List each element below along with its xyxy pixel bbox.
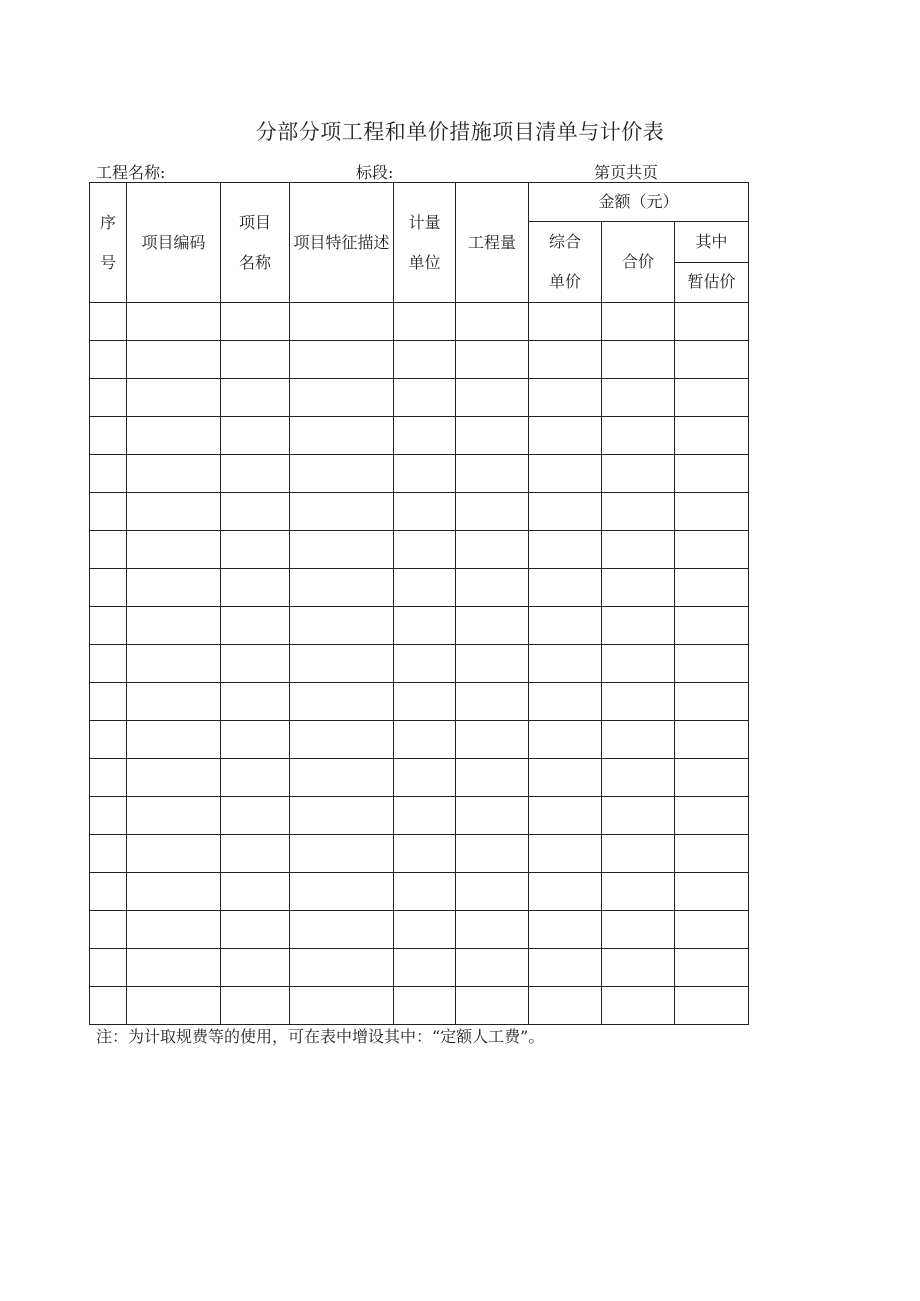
- table-cell: [394, 873, 456, 911]
- table-cell: [394, 987, 456, 1025]
- table-row: [90, 569, 749, 607]
- table-cell: [127, 835, 221, 873]
- table-cell: [221, 341, 290, 379]
- table-cell: [290, 683, 394, 721]
- table-cell: [602, 911, 675, 949]
- table-cell: [221, 531, 290, 569]
- table-cell: [675, 759, 749, 797]
- table-cell: [90, 949, 127, 987]
- table-cell: [529, 987, 602, 1025]
- table-cell: [127, 911, 221, 949]
- table-cell: [529, 531, 602, 569]
- table-cell: [127, 683, 221, 721]
- table-cell: [529, 607, 602, 645]
- table-cell: [394, 721, 456, 759]
- table-cell: [602, 379, 675, 417]
- table-cell: [290, 379, 394, 417]
- table-cell: [127, 873, 221, 911]
- table-cell: [90, 455, 127, 493]
- header-row-1: [90, 183, 749, 222]
- table-cell: [394, 531, 456, 569]
- table-cell: [290, 987, 394, 1025]
- table-row: [90, 949, 749, 987]
- table-cell: [90, 759, 127, 797]
- table-row: [90, 721, 749, 759]
- table-cell: [529, 569, 602, 607]
- table-cell: [675, 341, 749, 379]
- table-cell: [127, 721, 221, 759]
- table-row: [90, 455, 749, 493]
- table-cell: [127, 949, 221, 987]
- table-cell: [127, 607, 221, 645]
- table-cell: [529, 873, 602, 911]
- table-cell: [394, 341, 456, 379]
- page-counter-label: 第页共页: [594, 163, 659, 182]
- table-cell: [675, 911, 749, 949]
- table-cell: [456, 873, 529, 911]
- table-cell: [602, 683, 675, 721]
- table-cell: [90, 721, 127, 759]
- table-row: [90, 493, 749, 531]
- table-cell: [290, 759, 394, 797]
- table-cell: [290, 911, 394, 949]
- table-cell: [90, 683, 127, 721]
- table-cell: [127, 417, 221, 455]
- table-cell: [456, 569, 529, 607]
- table-cell: [394, 645, 456, 683]
- header-seq: 序号: [90, 183, 127, 303]
- table-cell: [221, 797, 290, 835]
- table-cell: [602, 645, 675, 683]
- table-cell: [90, 987, 127, 1025]
- table-row: [90, 987, 749, 1025]
- table-cell: [675, 607, 749, 645]
- table-cell: [290, 417, 394, 455]
- table-cell: [675, 683, 749, 721]
- header-amount: 金额（元）: [529, 183, 749, 222]
- table-cell: [529, 493, 602, 531]
- table-cell: [675, 417, 749, 455]
- table-cell: [456, 607, 529, 645]
- table-cell: [221, 303, 290, 341]
- header-total: 合价: [602, 222, 675, 303]
- table-cell: [675, 835, 749, 873]
- table-cell: [127, 759, 221, 797]
- header-unit: 计量单位: [394, 183, 456, 303]
- table-cell: [394, 379, 456, 417]
- table-cell: [602, 607, 675, 645]
- table-cell: [90, 569, 127, 607]
- table-cell: [127, 987, 221, 1025]
- table-cell: [529, 759, 602, 797]
- table-cell: [529, 797, 602, 835]
- table-cell: [290, 607, 394, 645]
- table-cell: [529, 303, 602, 341]
- table-cell: [456, 379, 529, 417]
- table-cell: [602, 759, 675, 797]
- table-cell: [394, 455, 456, 493]
- table-row: [90, 759, 749, 797]
- table-cell: [127, 645, 221, 683]
- table-cell: [221, 721, 290, 759]
- table-cell: [602, 835, 675, 873]
- table-cell: [675, 987, 749, 1025]
- table-cell: [456, 721, 529, 759]
- table-cell: [90, 607, 127, 645]
- table-row: [90, 797, 749, 835]
- table-cell: [127, 341, 221, 379]
- table-cell: [394, 835, 456, 873]
- table-cell: [675, 493, 749, 531]
- table-cell: [221, 455, 290, 493]
- header-of-which: 其中: [675, 222, 749, 263]
- header-provisional: 暂估价: [675, 262, 749, 303]
- table-cell: [394, 759, 456, 797]
- table-cell: [456, 303, 529, 341]
- table-cell: [90, 797, 127, 835]
- table-cell: [90, 379, 127, 417]
- table-cell: [394, 303, 456, 341]
- table-cell: [456, 683, 529, 721]
- table-cell: [290, 873, 394, 911]
- table-row: [90, 303, 749, 341]
- table-cell: [90, 531, 127, 569]
- table-cell: [675, 949, 749, 987]
- table-cell: [675, 721, 749, 759]
- table-cell: [90, 417, 127, 455]
- table-cell: [529, 835, 602, 873]
- table-cell: [290, 949, 394, 987]
- table-cell: [221, 683, 290, 721]
- table-cell: [90, 911, 127, 949]
- table-cell: [602, 949, 675, 987]
- table-cell: [394, 493, 456, 531]
- table-row: [90, 341, 749, 379]
- table-row: [90, 379, 749, 417]
- table-cell: [675, 569, 749, 607]
- header-feature: 项目特征描述: [290, 183, 394, 303]
- bill-of-quantities-table: [89, 182, 749, 1025]
- table-cell: [602, 531, 675, 569]
- table-cell: [529, 455, 602, 493]
- table-row: [90, 531, 749, 569]
- table-cell: [127, 379, 221, 417]
- table-cell: [456, 417, 529, 455]
- table-cell: [456, 493, 529, 531]
- table-row: [90, 607, 749, 645]
- table-cell: [221, 949, 290, 987]
- header-unit-price: 综合单价: [529, 222, 602, 303]
- table-cell: [529, 417, 602, 455]
- table-row: [90, 645, 749, 683]
- table-cell: [456, 797, 529, 835]
- table-cell: [221, 569, 290, 607]
- table-cell: [456, 949, 529, 987]
- table-cell: [456, 911, 529, 949]
- table-cell: [221, 911, 290, 949]
- table-cell: [290, 797, 394, 835]
- table-cell: [394, 607, 456, 645]
- table-cell: [221, 493, 290, 531]
- table-cell: [456, 759, 529, 797]
- table-cell: [456, 645, 529, 683]
- table-row: [90, 683, 749, 721]
- table-cell: [394, 417, 456, 455]
- table-cell: [602, 493, 675, 531]
- table-cell: [221, 607, 290, 645]
- table-cell: [221, 379, 290, 417]
- table-cell: [529, 341, 602, 379]
- table-cell: [90, 835, 127, 873]
- table-cell: [529, 949, 602, 987]
- table-cell: [456, 835, 529, 873]
- table-cell: [221, 835, 290, 873]
- header-quantity: 工程量: [456, 183, 529, 303]
- table-cell: [394, 683, 456, 721]
- table-cell: [675, 531, 749, 569]
- page-title: 分部分项工程和单价措施项目清单与计价表: [255, 120, 665, 144]
- table-cell: [456, 987, 529, 1025]
- table-cell: [221, 759, 290, 797]
- table-cell: [675, 455, 749, 493]
- table-cell: [456, 341, 529, 379]
- header-name: 项目名称: [221, 183, 290, 303]
- table-cell: [675, 873, 749, 911]
- table-cell: [127, 531, 221, 569]
- table-cell: [394, 949, 456, 987]
- table-cell: [290, 569, 394, 607]
- table-cell: [90, 873, 127, 911]
- table-cell: [602, 341, 675, 379]
- table-cell: [127, 797, 221, 835]
- table-cell: [127, 493, 221, 531]
- table-cell: [127, 569, 221, 607]
- table-cell: [290, 455, 394, 493]
- table-cell: [602, 797, 675, 835]
- table-cell: [602, 873, 675, 911]
- table-cell: [90, 303, 127, 341]
- header-code: 项目编码: [127, 183, 221, 303]
- table-cell: [529, 645, 602, 683]
- table-cell: [290, 493, 394, 531]
- table-cell: [529, 683, 602, 721]
- table-cell: [675, 797, 749, 835]
- table-cell: [90, 341, 127, 379]
- table-cell: [394, 911, 456, 949]
- table-cell: [290, 721, 394, 759]
- section-label: 标段:: [356, 163, 394, 182]
- table-cell: [529, 721, 602, 759]
- table-cell: [290, 531, 394, 569]
- table-cell: [602, 569, 675, 607]
- table-cell: [127, 455, 221, 493]
- table-cell: [602, 987, 675, 1025]
- table-cell: [602, 721, 675, 759]
- table-cell: [675, 379, 749, 417]
- table-row: [90, 911, 749, 949]
- table-cell: [221, 645, 290, 683]
- project-name-label: 工程名称:: [96, 163, 166, 182]
- table-cell: [290, 341, 394, 379]
- table-cell: [127, 303, 221, 341]
- table-row: [90, 873, 749, 911]
- table-cell: [221, 987, 290, 1025]
- table-row: [90, 835, 749, 873]
- table-cell: [456, 455, 529, 493]
- table-cell: [602, 303, 675, 341]
- table-cell: [90, 493, 127, 531]
- table-cell: [221, 417, 290, 455]
- table-cell: [675, 645, 749, 683]
- table-row: [90, 417, 749, 455]
- table-cell: [290, 835, 394, 873]
- table-cell: [221, 873, 290, 911]
- table-cell: [529, 379, 602, 417]
- table-cell: [394, 569, 456, 607]
- table-cell: [290, 645, 394, 683]
- table-cell: [90, 645, 127, 683]
- table-cell: [602, 455, 675, 493]
- table-cell: [602, 417, 675, 455]
- footnote: 注：为计取规费等的使用，可在表中增设其中：“定额人工费”。: [96, 1027, 545, 1046]
- table-cell: [675, 303, 749, 341]
- table-cell: [394, 797, 456, 835]
- table-cell: [529, 911, 602, 949]
- table-cell: [456, 531, 529, 569]
- table-cell: [290, 303, 394, 341]
